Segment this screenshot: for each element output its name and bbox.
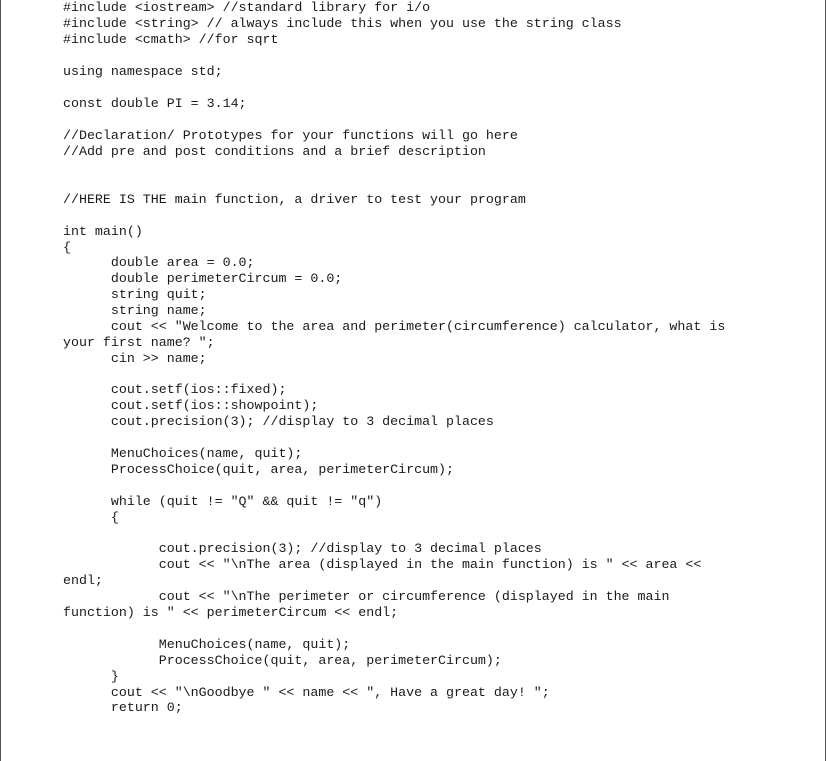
code-line: cout.precision(3); //display to 3 decimal places [63,414,494,429]
code-line: //HERE IS THE main function, a driver to test your program [63,192,526,207]
code-line: cout << "\nThe area (displayed in the main function) is " << area << [63,557,702,572]
code-line: { [63,510,119,525]
code-line: while (quit != "Q" && quit != "q") [63,494,383,509]
code-line: cout.setf(ios::fixed); [63,382,287,397]
code-line: cout.precision(3); //display to 3 decimal places [63,541,542,556]
code-line: return 0; [63,700,183,715]
code-line: MenuChoices(name, quit); [63,446,303,461]
code-line: const double PI = 3.14; [63,96,247,111]
code-line: //Add pre and post conditions and a brief description [63,144,486,159]
code-line: your first name? "; [63,335,215,350]
code-line: using namespace std; [63,64,223,79]
code-line: //Declaration/ Prototypes for your functions will go here [63,128,518,143]
code-line: ProcessChoice(quit, area, perimeterCircum); [63,462,454,477]
code-line: cout << "Welcome to the area and perimeter(circumference) calculator, what is [63,319,726,334]
code-line: string quit; [63,287,207,302]
code-line: string name; [63,303,207,318]
code-line: cout.setf(ios::showpoint); [63,398,319,413]
code-line: double area = 0.0; [63,255,255,270]
code-line: #include <iostream> //standard library for i/o [63,0,431,15]
code-line: #include <cmath> //for sqrt [63,32,279,47]
code-line: double perimeterCircum = 0.0; [63,271,343,286]
code-line: } [63,669,119,684]
code-line: cout << "\nThe perimeter or circumference (displayed in the main [63,589,670,604]
code-line: cout << "\nGoodbye " << name << ", Have a great day! "; [63,685,550,700]
code-line: int main() [63,224,143,239]
code-line: function) is " << perimeterCircum << endl; [63,605,399,620]
code-line: endl; [63,573,103,588]
code-line: { [63,240,71,255]
code-line: #include <string> // always include this when you use the string class [63,16,622,31]
code-line: MenuChoices(name, quit); [63,637,351,652]
code-line: cin >> name; [63,351,207,366]
code-line: ProcessChoice(quit, area, perimeterCircum); [63,653,502,668]
